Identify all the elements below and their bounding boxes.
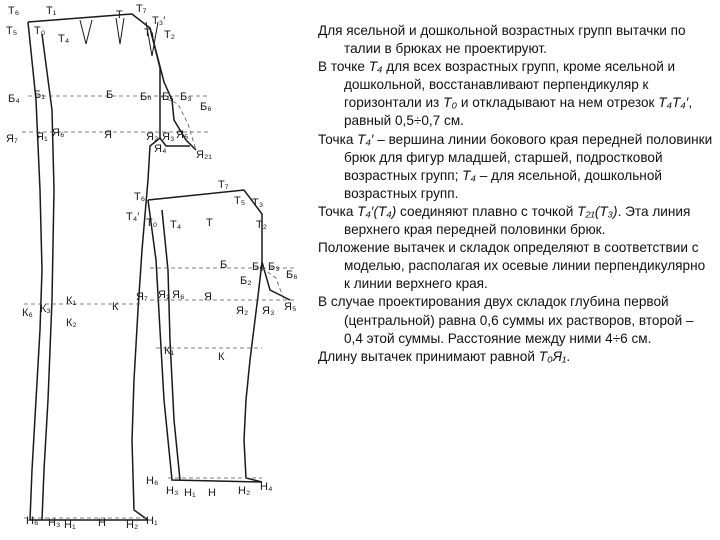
back-label: Н₃ (48, 517, 61, 529)
back-label: Т₆ (8, 5, 20, 17)
back-label: Т₅ (6, 25, 18, 37)
pattern-drawing (0, 0, 318, 540)
front-label: Я₇ (136, 291, 148, 303)
paragraph (318, 203, 714, 239)
back-label: Т₀ (34, 25, 46, 37)
text-run: . (566, 348, 571, 364)
back-label: Б₅ (162, 91, 174, 103)
front-label: Т₂ (256, 219, 267, 231)
back-label: Н₁ (146, 515, 158, 527)
front-label: Б (220, 259, 228, 271)
front-label: Н (208, 487, 216, 499)
back-label: Б (106, 89, 114, 101)
front-label: Я₁ (158, 289, 170, 301)
front-label: Н₄ (260, 481, 273, 493)
back-label: Я₄ (154, 143, 167, 155)
point-ref: Т₄′ (357, 131, 374, 147)
back-dart-2 (116, 18, 124, 44)
text-run: , равный 0,5÷0,7 см. (344, 95, 693, 129)
text-run: и откладывают на нем отрезок (457, 95, 659, 111)
back-label: Я₁ (36, 131, 48, 143)
back-dart-1 (80, 20, 92, 44)
text-run: . Эта линия верхнего края передней половинки брюк. (344, 203, 691, 238)
text-run: – вершина линии бокового края передней половинки брюк для фигур младшей, старшей, подростковой возрастных групп; (344, 131, 713, 183)
back-label: Б₄ (8, 93, 20, 105)
front-label: Б₃ (268, 261, 280, 273)
back-label: Бₕ (140, 91, 152, 103)
point-ref: Т₀ (443, 95, 458, 111)
back-label: К₂ (66, 317, 77, 329)
front-label: Т (206, 217, 213, 229)
back-label: Я₃ (162, 131, 175, 143)
front-label: К (218, 351, 225, 363)
front-label: Т₀ (146, 217, 158, 229)
front-label: Б₅ (252, 261, 264, 273)
text-run: В точке (318, 59, 369, 75)
front-label: Т₃ (252, 197, 264, 209)
text-run: – для ясельной, дошкольной возрастных групп. (344, 167, 662, 201)
front-label: Я (204, 291, 212, 303)
point-ref: Т₄ (368, 59, 383, 75)
front-label: Т₇ (218, 179, 229, 191)
paragraph (318, 58, 714, 130)
segment-ref: Т₄Т₄′ (658, 95, 689, 111)
point-ref: Т₄′(Т₄) (357, 203, 397, 219)
text-run: Точка (318, 131, 358, 147)
back-label: Я₂ (146, 131, 159, 143)
back-label: Я (104, 129, 112, 141)
paragraph: В случае проектирования двух складок глубина первой (центральной) равна 0,6 суммы их растворов, второй – 0,4 этой суммы. Расстояние между ними 4÷6 см. (318, 294, 694, 346)
text-run: Точка (318, 203, 358, 219)
back-label: Т (116, 9, 123, 21)
front-label: Н₁ (184, 487, 196, 499)
back-label: Т₃′ (152, 15, 166, 27)
back-label: Б₃ (180, 91, 192, 103)
text-run: для всех возрастных групп, кроме ясельной и дошкольной, восстанавливают перпендикуляр к горизонтали из (344, 59, 676, 111)
back-label: К₆ (22, 307, 33, 319)
point-ref: Т₄ (462, 167, 476, 183)
back-label: Т₇ (136, 3, 147, 15)
front-label: Б₆ (286, 269, 298, 281)
paragraph: Положение вытачек и складок определяют в соответствии с моделью, располагая их осевые линии перпендикулярно к линии верхнего края. (318, 240, 706, 292)
back-label: Б₆ (200, 101, 212, 113)
back-label: Т₁ (46, 5, 57, 17)
back-label: К (112, 301, 119, 313)
front-label: Т₅ (234, 195, 246, 207)
front-label: Т₆ (134, 191, 146, 203)
back-inner-line (42, 34, 54, 520)
back-label: К₃ (40, 303, 51, 315)
front-label: Т₄ (170, 219, 182, 231)
front-label: Я₃ (262, 305, 275, 317)
paragraph (318, 131, 714, 203)
back-label: Т₄ (58, 33, 70, 45)
back-label: Н₂ (126, 519, 139, 531)
front-label: Б₂ (240, 275, 252, 287)
back-label: Я₅ (176, 129, 189, 141)
segment-ref: Т₀Я₁ (538, 348, 567, 364)
back-label: Б₁ (34, 89, 45, 101)
back-label: Я₆ (52, 127, 65, 139)
front-label: Н₆ (146, 475, 159, 487)
text-run: Длину вытачек принимают равной (318, 348, 539, 364)
back-label: Я₇ (6, 133, 18, 145)
back-label: Н₆ (26, 515, 39, 527)
front-label: Н₃ (166, 485, 179, 497)
paragraph: Для ясельной и дошкольной возрастных групп вытачки по талии в брюках не проектируют. (318, 23, 686, 57)
front-label: Т₄′ (126, 211, 140, 223)
explanation-text (318, 22, 714, 366)
front-label: К₁ (164, 345, 175, 357)
front-label: Я₆ (172, 289, 185, 301)
back-label: Н (98, 517, 106, 529)
point-ref: Т₂₁(Т₃) (577, 203, 618, 219)
text-run: соединяют плавно с точкой (396, 203, 578, 219)
front-label: Я₂ (236, 305, 249, 317)
back-label: Т₁ (144, 27, 155, 39)
back-label: Я₂₁ (196, 149, 212, 161)
back-label: Т₂ (164, 29, 175, 41)
back-label: Н₁ (64, 519, 76, 531)
paragraph (318, 348, 714, 366)
front-label: Я₅ (284, 301, 297, 313)
back-label: К₁ (66, 295, 77, 307)
front-label: Н₂ (238, 485, 251, 497)
